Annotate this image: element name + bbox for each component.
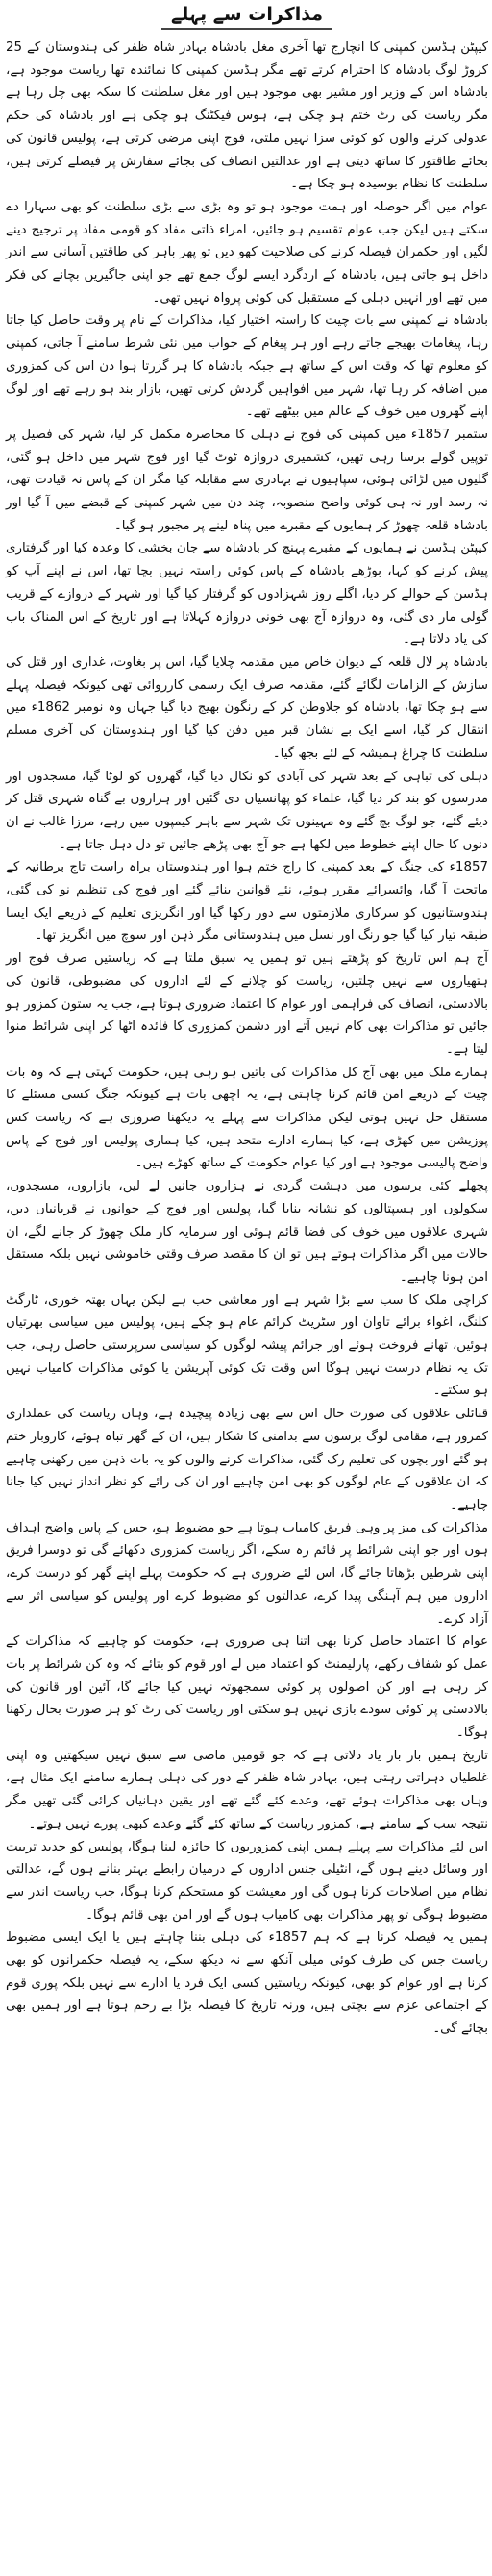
body-paragraph: قبائلی علاقوں کی صورت حال اس سے بھی زیادہ پیچیدہ ہے، وہاں ریاست کی عملداری کمزور ہے، مقامی لوگ برسوں سے بدامنی کا شکار ہیں، ان کے گھر تباہ ہوئے، کاروبار ختم ہو گئے اور بچوں کی تعلیم رک گئی، مذاکرات کرنے والوں کو یہ بات ذہن میں رکھنی چاہیے کہ ان علاقوں کے عام لوگوں کو بھی امن چاہیے اور ان کی رائے کو نظر انداز نہیں کیا جانا چاہیے۔ <box>6 1407 488 1512</box>
body-paragraph: تاریخ ہمیں بار بار یاد دلاتی ہے کہ جو قومیں ماضی سے سبق نہیں سیکھتیں وہ اپنی غلطیاں دہراتی رہتی ہیں، بہادر شاہ ظفر کے دور کی دہلی ہمارے سامنے ایک مثال ہے، وہاں بھی مذاکرات ہوئے تھے، وعدے کئے گئے تھے اور یقین دہانیاں کرائی گئی تھیں مگر نتیجہ سب کے سامنے ہے، کمزور ریاست کے ساتھ کئے گئے وعدے کبھی پورے نہیں ہوتے۔ <box>6 1748 488 1831</box>
body-paragraph: پچھلے کئی برسوں میں دہشت گردی نے ہزاروں جانیں لے لیں، بازاروں، مسجدوں، سکولوں اور ہسپتالوں کو نشانہ بنایا گیا، پولیس اور فوج کے جوانوں نے قربانیاں دیں، شہری علاقوں میں خوف کی فضا قائم ہوئی اور سرمایہ کار ملک چھوڑ کر جانے لگے، ان حالات میں اگر مذاکرات ہوتے ہیں تو ان کا مقصد صرف وقتی خاموشی نہیں بلکہ مستقل امن ہونا چاہیے۔ <box>6 1179 488 1285</box>
column-header <box>6 0 488 31</box>
body-paragraph: کیپٹن ہڈسن کمپنی کا انچارج تھا آخری مغل بادشاہ بہادر شاہ ظفر کی ہندوستان کے 25 کروڑ لوگ بادشاہ کا احترام کرتے تھے مگر ہڈسن کمپنی کا نمائندہ تھا ریاست موجود ہے، بادشاہ اس کے وزیر اور مشیر بھی موجود ہیں اور مغل سلطنت کا سکہ بھی چل رہا ہے مگر ریاست کی رٹ ختم ہو چکی ہے، ہوس فیکٹنگ ہو چکی ہے اور بادشاہ کی حکم عدولی کرنے والوں کو کوئی سزا نہیں ملتی، فوج اپنی مرضی کرتی ہے، پولیس قانون کی بجائے طاقتور کا ساتھ دیتی ہے اور عدالتیں انصاف کی بجائے سفارش پر فیصلے کرتی ہیں، سلطنت کا نظام بوسیدہ ہو چکا ہے۔ <box>6 40 488 192</box>
body-paragraph: کراچی ملک کا سب سے بڑا شہر ہے اور معاشی حب ہے لیکن یہاں بھتہ خوری، ٹارگٹ کلنگ، اغواء برائے تاوان اور سٹریٹ کرائم عام ہو چکے ہیں، پولیس میں سیاسی بھرتیاں ہوئیں، تھانے فروخت ہوئے اور جرائم پیشہ لوگوں کو سیاسی سرپرستی حاصل رہی، جب تک یہ نظام درست نہیں ہوگا اس وقت تک کوئی آپریشن یا کوئی مذاکرات کامیاب نہیں ہو سکتے۔ <box>6 1292 488 1399</box>
column-body <box>6 37 488 2041</box>
body-paragraph: عوام میں اگر حوصلہ اور ہمت موجود ہو تو وہ بڑی سے بڑی سلطنت کو بھی سہارا دے سکتے ہیں لیکن جب عوام تقسیم ہو جائیں، امراء ذاتی مفاد کو قومی مفاد پر ترجیح دینے لگیں اور حکمران فیصلہ کرنے کی صلاحیت کھو دیں تو پھر باہر کی طاقتیں آسانی سے اندر داخل ہو جاتی ہیں، بادشاہ کے اردگرد ایسے لوگ جمع تھے جو اپنی جاگیریں بچانے کی فکر میں تھے اور انہیں دہلی کے مستقبل کی کوئی پرواہ نہیں تھی۔ <box>6 199 488 306</box>
body-paragraph: کیپٹن ہڈسن نے ہمایوں کے مقبرے پہنچ کر بادشاہ سے جان بخشی کا وعدہ کیا اور گرفتاری پیش کرنے کو کہا، بوڑھے بادشاہ کے پاس کوئی راستہ نہیں بچا تھا، اس نے اپنے آپ کو ہڈسن کے حوالے کر دیا، اگلے روز شہزادوں کو گرفتار کیا گیا اور شہر کے دروازے کے قریب گولی مار دی گئی، وہ دروازہ آج بھی خونی دروازہ کہلاتا ہے اور تاریخ کے اس المناک باب کی یاد دلاتا ہے۔ <box>6 541 488 648</box>
body-paragraph: اس لئے مذاکرات سے پہلے ہمیں اپنی کمزوریوں کا جائزہ لینا ہوگا، پولیس کو جدید تربیت اور وسائل دینے ہوں گے، انٹیلی جنس اداروں کے درمیان رابطے بہتر بنانے ہوں گے، عدالتی نظام میں اصلاحات کرنا ہوں گی اور معیشت کو مستحکم کرنا ہوگا، جب ریاست اندر سے مضبوط ہوگی تو پھر مذاکرات بھی کامیاب ہوں گے اور امن بھی قائم ہوگا۔ <box>6 1839 488 1923</box>
body-paragraph: دہلی کی تباہی کے بعد شہر کی آبادی کو نکال دیا گیا، گھروں کو لوٹا گیا، مسجدوں اور مدرسوں کو بند کر دیا گیا، علماء کو پھانسیاں دی گئیں اور ہزاروں بے گناہ شہری قتل کر دیئے گئے، جو لوگ بچ گئے وہ مہینوں تک شہر سے باہر کیمپوں میں رہے، مرزا غالب نے ان دنوں کا حال اپنے خطوط میں لکھا ہے جو آج بھی پڑھے جائیں تو دل دہل جاتا ہے۔ <box>6 769 488 852</box>
body-paragraph: ہمارے ملک میں بھی آج کل مذاکرات کی باتیں ہو رہی ہیں، حکومت کہتی ہے کہ وہ بات چیت کے ذریعے امن قائم کرنا چاہتی ہے، یہ اچھی بات ہے کیونکہ جنگ کسی مسئلے کا مستقل حل نہیں ہوتی لیکن مذاکرات سے پہلے یہ دیکھنا ضروری ہے کہ ریاست کس پوزیشن میں کھڑی ہے، کیا ہمارے ادارے متحد ہیں، کیا ہماری پولیس اور فوج کے پاس واضح پالیسی موجود ہے اور کیا عوام حکومت کے ساتھ کھڑے ہیں۔ <box>6 1065 488 1171</box>
body-paragraph: آج ہم اس تاریخ کو پڑھتے ہیں تو ہمیں یہ سبق ملتا ہے کہ ریاستیں صرف فوج اور ہتھیاروں سے نہیں چلتیں، ریاست کو چلانے کے لئے اداروں کی مضبوطی، قانون کی بالادستی، انصاف کی فراہمی اور عوام کا اعتماد ضروری ہوتا ہے، جب یہ ستون کمزور ہو جائیں تو مذاکرات بھی کام نہیں آتے اور دشمن کمزوری کا فائدہ اٹھا کر اپنی شرائط منوا لیتا ہے۔ <box>6 951 488 1057</box>
body-paragraph: عوام کا اعتماد حاصل کرنا بھی اتنا ہی ضروری ہے، حکومت کو چاہیے کہ مذاکرات کے عمل کو شفاف رکھے، پارلیمنٹ کو اعتماد میں لے اور قوم کو بتائے کہ وہ کن شرائط پر بات کر رہی ہے اور کن اصولوں پر کوئی سمجھوتہ نہیں کیا جائے گا، آئین اور قانون کی بالادستی پر کوئی سودے بازی نہیں ہو سکتی اور ریاست کی رٹ کو ہر صورت بحال رکھنا ہوگا۔ <box>6 1634 488 1741</box>
body-paragraph: مذاکرات کی میز پر وہی فریق کامیاب ہوتا ہے جو مضبوط ہو، جس کے پاس واضح اہداف ہوں اور جو اپنی شرائط پر قائم رہ سکے، اگر ریاست کمزوری دکھائے گی تو دوسرا فریق اپنی شرطیں بڑھاتا جائے گا، اس لئے ضروری ہے کہ حکومت پہلے اپنے گھر کو درست کرے، اداروں میں ہم آہنگی پیدا کرے، عدالتوں کو مضبوط کرے اور پولیس کو سیاسی اثر سے آزاد کرے۔ <box>6 1520 488 1627</box>
body-paragraph: بادشاہ پر لال قلعہ کے دیوان خاص میں مقدمہ چلایا گیا، اس پر بغاوت، غداری اور قتل کی سازش کے الزامات لگائے گئے، مقدمہ صرف ایک رسمی کارروائی تھی کیونکہ فیصلہ پہلے سے ہو چکا تھا، بادشاہ کو جلاوطن کر کے رنگون بھیج دیا گیا جہاں وہ نومبر 1862ء میں انتقال کر گیا، اسے ایک بے نشان قبر میں دفن کیا گیا اور ہندوستان کی آخری مسلم سلطنت کا چراغ ہمیشہ کے لئے بجھ گیا۔ <box>6 654 488 761</box>
body-paragraph: 1857ء کی جنگ کے بعد کمپنی کا راج ختم ہوا اور ہندوستان براہ راست تاج برطانیہ کے ماتحت آ گیا، وائسرائے مقرر ہوئے، نئے قوانین بنائے گئے اور فوج کی تنظیم نو کی گئی، ہندوستانیوں کو سرکاری ملازمتوں سے دور رکھا گیا اور انگریزی تعلیم کے ذریعے ایک ایسا طبقہ تیار کیا گیا جو رنگ اور نسل میں ہندوستانی مگر ذہن اور سوچ میں انگریز تھا۔ <box>6 860 488 944</box>
body-paragraph: ستمبر 1857ء میں کمپنی کی فوج نے دہلی کا محاصرہ مکمل کر لیا، شہر کی فصیل پر توپیں گولے برسا رہی تھیں، کشمیری دروازہ ٹوٹ گیا اور فوج شہر میں داخل ہو گئی، گلیوں میں لڑائی ہوئی، سپاہیوں نے بہادری سے مقابلہ کیا مگر ان کے پاس نہ قیادت تھی، نہ رسد اور نہ ہی کوئی واضح منصوبہ، چند دن میں شہر کمپنی کے قبضے میں آ گیا اور بادشاہ قلعہ چھوڑ کر ہمایوں کے مقبرے میں پناہ لینے پر مجبور ہو گیا۔ <box>6 427 488 533</box>
column-title: مذاکرات سے پہلے <box>161 1 332 30</box>
body-paragraph: بادشاہ نے کمپنی سے بات چیت کا راستہ اختیار کیا، مذاکرات کے نام پر وقت حاصل کیا جاتا رہا، پیغامات بھیجے جاتے رہے اور ہر پیغام کے جواب میں نئی شرط سامنے آ جاتی، کمپنی کو معلوم تھا کہ وقت اس کے ساتھ ہے جبکہ بادشاہ کا ہر گزرتا ہوا دن اس کی کمزوری میں اضافہ کر رہا تھا، شہر میں افواہیں گردش کرتی تھیں، بازار بند ہو رہے تھے اور لوگ اپنے گھروں میں خوف کے عالم میں بیٹھے تھے۔ <box>6 313 488 420</box>
body-paragraph: ہمیں یہ فیصلہ کرنا ہے کہ ہم 1857ء کی دہلی بننا چاہتے ہیں یا ایک ایسی مضبوط ریاست جس کی طرف کوئی میلی آنکھ سے نہ دیکھ سکے، یہ فیصلہ حکمرانوں کو بھی کرنا ہے اور عوام کو بھی، کیونکہ ریاستیں کسی ایک فرد یا ادارے سے نہیں بلکہ پوری قوم کے اجتماعی عزم سے بچتی ہیں، ورنہ تاریخ کا فیصلہ بڑا بے رحم ہوتا ہے اور ہمیں بھی بچائے گی۔ <box>6 1930 488 2037</box>
